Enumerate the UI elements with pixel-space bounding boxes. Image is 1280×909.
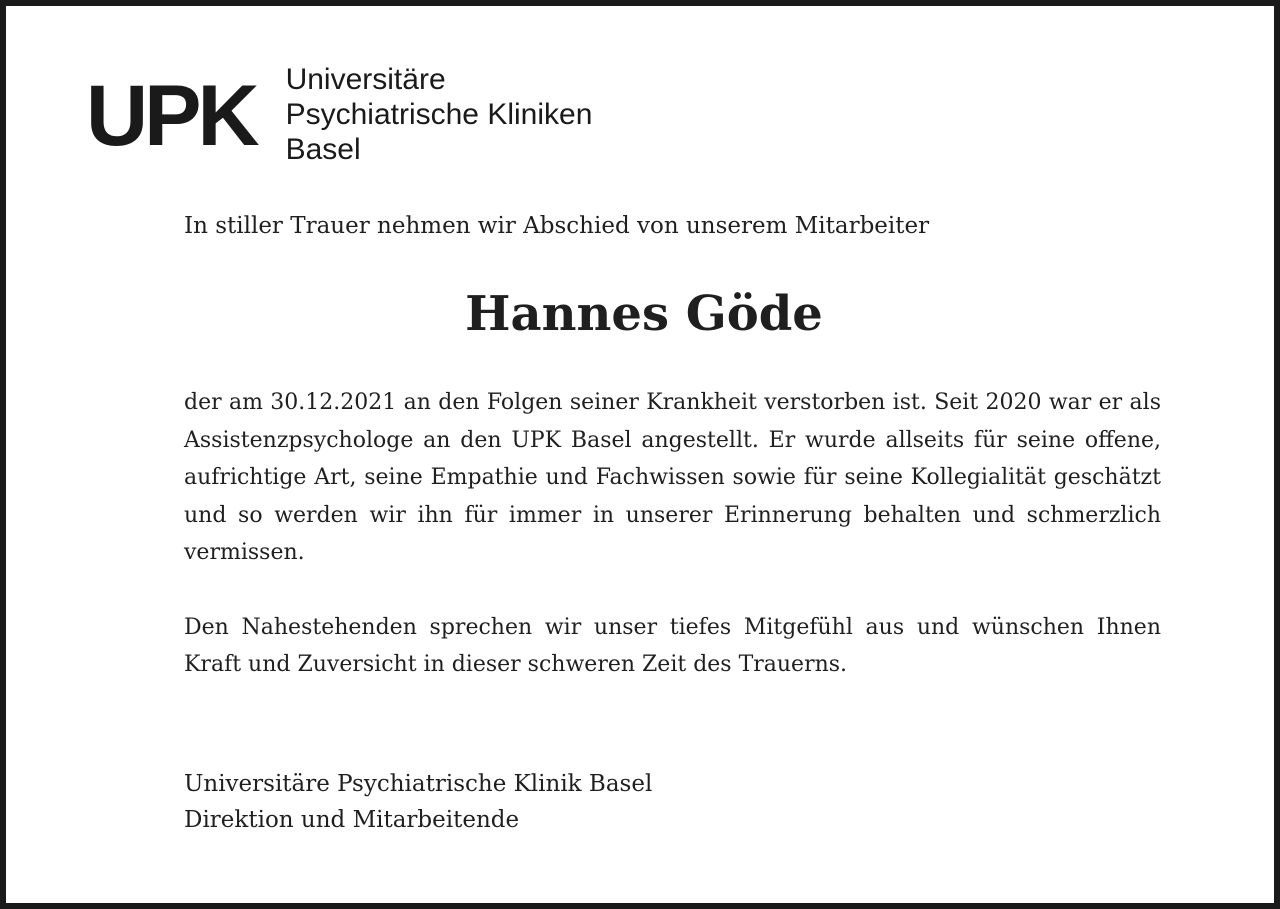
paragraph-2: Den Nahestehenden sprechen wir unser tiefes Mitgefühl aus und wünschen Ihnen Kraft und Zuversicht in dieser schweren Zeit des Trauerns. [184, 614, 1161, 677]
paragraph-1: der am 30.12.2021 an den Folgen seiner Krankheit verstorben ist. Seit 2020 war er als Assistenzpsychologe an den UPK Basel angestellt. Er wurde allseits für seine offene, aufrichtige Art, seine Empathie und Fachwissen sowie für seine Kollegialität geschätzt und so werden wir ihn für immer in unserer Erinnerung behalten und schmerzlich vermissen. [184, 390, 1161, 565]
logo-line-1: Universitäre [285, 63, 446, 96]
logo-mark: UPK [86, 67, 256, 164]
logo-line-2: Psychiatrische Kliniken [285, 98, 593, 131]
intro-text: In stiller Trauer nehmen wir Abschied von unserem Mitarbeiter [184, 213, 930, 239]
logo-wordmark [286, 62, 593, 167]
signature-line-1: Universitäre Psychiatrische Klinik Basel [184, 771, 653, 797]
deceased-name: Hannes Göde [465, 286, 823, 342]
notice-body [184, 384, 1161, 721]
upk-logo [86, 62, 592, 167]
signature-line-2: Direktion und Mitarbeitende [184, 807, 520, 833]
signature-block [184, 766, 1161, 838]
logo-line-3: Basel [285, 133, 361, 166]
